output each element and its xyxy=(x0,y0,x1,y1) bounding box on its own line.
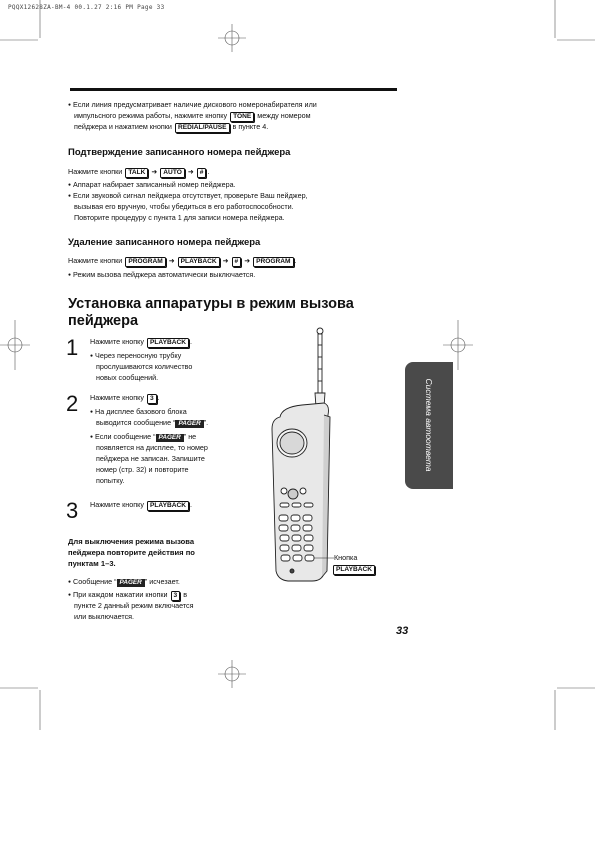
step-2-bullet-2 xyxy=(90,432,196,444)
playback-key: PLAYBACK xyxy=(147,338,189,348)
off-b1-text: Сообщение “ xyxy=(73,577,117,586)
step-1-bullet-1-line-3: новых сообщений. xyxy=(96,373,159,382)
hash-key: # xyxy=(232,257,242,267)
off-bullet-2-line-3: или выключается. xyxy=(74,612,135,621)
pager-display: PAGER xyxy=(117,579,145,587)
off-line-3: пунктам 1–3. xyxy=(68,559,116,568)
step-2-b2l1-text: Если сообщение “ xyxy=(95,432,156,441)
step-2-bullet-1-line-2 xyxy=(96,418,208,429)
program-key: PROGRAM xyxy=(125,257,165,267)
confirm-bullet-2 xyxy=(68,191,308,203)
delete-title: Удаление записанного номера пейджера xyxy=(68,237,261,248)
step-2-number: 2 xyxy=(66,391,79,416)
step-2-line: Нажмите кнопку 3 . xyxy=(90,393,160,402)
intro-line-3 xyxy=(74,122,268,133)
confirm-title: Подтверждение записанного номера пейджера xyxy=(68,147,291,158)
step-2-b1l2-end: ”. xyxy=(203,418,209,427)
playback-key: PLAYBACK xyxy=(147,501,189,511)
auto-key: AUTO xyxy=(160,168,185,178)
intro-text-2b: между номером xyxy=(257,111,311,120)
playback-key: PLAYBACK xyxy=(333,565,375,575)
main-title-line-1: Установка аппаратуры в режим вызова xyxy=(68,296,354,312)
step-1-bullet-1 xyxy=(90,351,181,363)
delete-press-text: Нажмите кнопки xyxy=(68,256,123,265)
step-2-bullet-2-line-3: пейджера не записан. Запишите xyxy=(96,454,205,463)
intro-text-3b: в пункте 4. xyxy=(232,122,269,131)
off-bullet-2-line-2: пункте 2 данный режим включается xyxy=(74,601,194,610)
side-tab-label: Система автоответа xyxy=(424,378,434,472)
step-1-bullet-1-line-2: прослушиваются количество xyxy=(96,362,193,371)
key-3: 3 xyxy=(171,591,181,601)
arrow-icon: ➜ xyxy=(222,258,229,265)
off-line-1: Для выключения режима вызова xyxy=(68,537,195,546)
key-3: 3 xyxy=(147,394,157,404)
pager-display: PAGER xyxy=(156,434,184,442)
confirm-bullet-1 xyxy=(68,180,236,192)
top-rule xyxy=(70,88,397,91)
step-2-bullet-2-line-2: появляется на дисплее, то номер xyxy=(96,443,208,452)
confirm-press-line: Нажмите кнопки TALK ➜ AUTO ➜ # . xyxy=(68,167,210,176)
intro-text-1: Если линия предусматривает наличие дискового номеронабирателя или xyxy=(73,100,317,109)
step-2-bullet-2-line-4: номер (стр. 32) и повторите xyxy=(96,465,189,474)
off-bullet-2 xyxy=(68,590,187,602)
playback-key: PLAYBACK xyxy=(178,257,220,267)
pager-display: PAGER xyxy=(175,420,203,428)
off-b2-text: При каждом нажатии кнопки xyxy=(73,590,168,599)
off-b1-end: ” исчезает. xyxy=(144,577,180,586)
confirm-press-text: Нажмите кнопки xyxy=(68,167,123,176)
hash-key: # xyxy=(197,168,207,178)
arrow-icon: ➜ xyxy=(244,258,251,265)
intro-text-2a: импульсного режима работы, нажмите кнопку xyxy=(74,111,228,120)
confirm-bullet-1-text: Аппарат набирает записанный номер пейджера. xyxy=(73,180,236,189)
step-1-number: 1 xyxy=(66,335,79,360)
delete-bullet-1-text: Режим вызова пейджера автоматически выключается. xyxy=(73,270,256,279)
step-1-text: Нажмите кнопку xyxy=(90,337,144,346)
figure-label: Кнопка xyxy=(334,553,358,562)
delete-bullet-1 xyxy=(68,270,255,282)
confirm-bullet-2-line-3: Повторите процедуру с пункта 1 для записи номера пейджера. xyxy=(74,213,285,222)
program-key-2: PROGRAM xyxy=(253,257,293,267)
print-header: PQQX12628ZA-BM-4 00.1.27 2:16 PM Page 33 xyxy=(8,4,165,11)
arrow-icon: ➜ xyxy=(168,258,175,265)
step-2-b2l1-end: ” не xyxy=(183,432,197,441)
delete-press-line: Нажмите кнопки PROGRAM ➜ PLAYBACK ➜ # ➜ PROGRAM . xyxy=(68,256,297,265)
step-3-line: Нажмите кнопку PLAYBACK . xyxy=(90,500,193,509)
step-2-text: Нажмите кнопку xyxy=(90,393,144,402)
intro-text-3a: пейджера и нажатием кнопки xyxy=(74,122,172,131)
step-2-b1l2-text: выводится сообщение “ xyxy=(96,418,176,427)
redial-pause-key: REDIAL/PAUSE xyxy=(175,123,230,133)
arrow-icon: ➜ xyxy=(187,169,194,176)
step-3-text: Нажмите кнопку xyxy=(90,500,144,509)
off-b2-end: в xyxy=(183,590,188,599)
figure-key-line xyxy=(332,564,376,575)
step-2-bullet-1-text: На дисплее базового блока xyxy=(95,407,187,416)
intro-line-2 xyxy=(74,111,311,122)
handset-illustration xyxy=(262,325,342,587)
step-2-bullet-2-line-5: попытку. xyxy=(96,476,125,485)
confirm-bullet-2-line-2: вызывая его вручную, чтобы убедиться в его работоспособности. xyxy=(74,202,294,211)
page-number: 33 xyxy=(396,625,409,637)
step-1-bullet-1-text: Через переносную трубку xyxy=(95,351,182,360)
step-3-number: 3 xyxy=(66,498,79,523)
step-2-bullet-1 xyxy=(90,407,187,419)
tone-key: TONE xyxy=(230,112,254,122)
confirm-bullet-2-text: Если звуковой сигнал пейджера отсутствует, проверьте Ваш пейджер, xyxy=(73,191,308,200)
off-bullet-1 xyxy=(68,577,180,589)
talk-key: TALK xyxy=(125,168,148,178)
side-tab-label-wrap xyxy=(405,362,453,489)
intro-line-1 xyxy=(68,100,317,112)
main-title-line-2: пейджера xyxy=(68,313,139,329)
off-line-2: пейджера повторите действия по xyxy=(68,548,195,557)
arrow-icon: ➜ xyxy=(151,169,158,176)
step-1-line: Нажмите кнопку PLAYBACK . xyxy=(90,337,193,346)
